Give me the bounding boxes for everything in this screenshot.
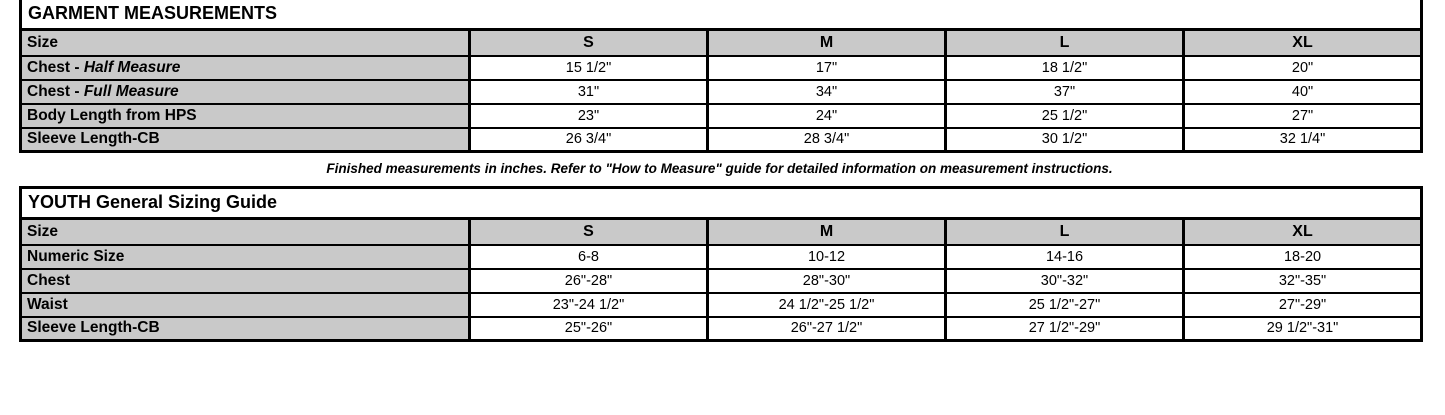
size-header-row <box>21 219 1422 245</box>
cell-value: 30 1/2" <box>946 128 1184 152</box>
cell-value: 28 3/4" <box>708 128 946 152</box>
cell-value: 18 1/2" <box>946 56 1184 80</box>
row-label: Chest <box>21 269 470 293</box>
cell-value: 27" <box>1184 104 1422 128</box>
row-label: Sleeve Length-CB <box>21 128 470 152</box>
measurement-note: Finished measurements in inches. Refer to "How to Measure" guide for detailed information on measurement instructions. <box>326 161 1113 176</box>
column-header-s: S <box>470 219 708 245</box>
row-label: Waist <box>21 293 470 317</box>
table-row-waist <box>21 293 1422 317</box>
row-label: Chest - Half Measure <box>21 56 470 80</box>
column-header-m: M <box>708 30 946 56</box>
table-row-numeric-size <box>21 245 1422 269</box>
cell-value: 27"-29" <box>1184 293 1422 317</box>
cell-value: 30"-32" <box>946 269 1184 293</box>
size-chart-page <box>19 0 1420 342</box>
row-label: Numeric Size <box>21 245 470 269</box>
row-label: Body Length from HPS <box>21 104 470 128</box>
cell-value: 32"-35" <box>1184 269 1422 293</box>
column-header-s: S <box>470 30 708 56</box>
cell-value: 24 1/2"-25 1/2" <box>708 293 946 317</box>
cell-value: 25"-26" <box>470 317 708 341</box>
table-row-sleeve-length <box>21 317 1422 341</box>
cell-value: 10-12 <box>708 245 946 269</box>
row-label: Chest - Full Measure <box>21 80 470 104</box>
table-row-chest <box>21 269 1422 293</box>
cell-value: 27 1/2"-29" <box>946 317 1184 341</box>
garment-measurements-table <box>19 0 1423 153</box>
cell-value: 34" <box>708 80 946 104</box>
column-header-size: Size <box>21 219 470 245</box>
cell-value: 14-16 <box>946 245 1184 269</box>
table-row-chest-half <box>21 56 1422 80</box>
column-header-size: Size <box>21 30 470 56</box>
column-header-l: L <box>946 219 1184 245</box>
cell-value: 20" <box>1184 56 1422 80</box>
youth-sizing-guide-table <box>19 186 1423 342</box>
cell-value: 28"-30" <box>708 269 946 293</box>
table-title-row <box>21 0 1422 30</box>
table-row-sleeve-length <box>21 128 1422 152</box>
cell-value: 17" <box>708 56 946 80</box>
column-header-l: L <box>946 30 1184 56</box>
cell-value: 26"-27 1/2" <box>708 317 946 341</box>
cell-value: 37" <box>946 80 1184 104</box>
row-label: Sleeve Length-CB <box>21 317 470 341</box>
column-header-m: M <box>708 219 946 245</box>
table-title-row <box>21 188 1422 219</box>
table-title: YOUTH General Sizing Guide <box>21 188 1422 219</box>
cell-value: 24" <box>708 104 946 128</box>
cell-value: 32 1/4" <box>1184 128 1422 152</box>
table-row-chest-full <box>21 80 1422 104</box>
size-header-row <box>21 30 1422 56</box>
cell-value: 23" <box>470 104 708 128</box>
cell-value: 25 1/2"-27" <box>946 293 1184 317</box>
cell-value: 26 3/4" <box>470 128 708 152</box>
cell-value: 6-8 <box>470 245 708 269</box>
column-header-xl: XL <box>1184 219 1422 245</box>
cell-value: 23"-24 1/2" <box>470 293 708 317</box>
cell-value: 15 1/2" <box>470 56 708 80</box>
table-title: GARMENT MEASUREMENTS <box>21 0 1422 30</box>
cell-value: 26"-28" <box>470 269 708 293</box>
cell-value: 25 1/2" <box>946 104 1184 128</box>
column-header-xl: XL <box>1184 30 1422 56</box>
cell-value: 40" <box>1184 80 1422 104</box>
cell-value: 18-20 <box>1184 245 1422 269</box>
cell-value: 31" <box>470 80 708 104</box>
cell-value: 29 1/2"-31" <box>1184 317 1422 341</box>
table-row-body-length <box>21 104 1422 128</box>
